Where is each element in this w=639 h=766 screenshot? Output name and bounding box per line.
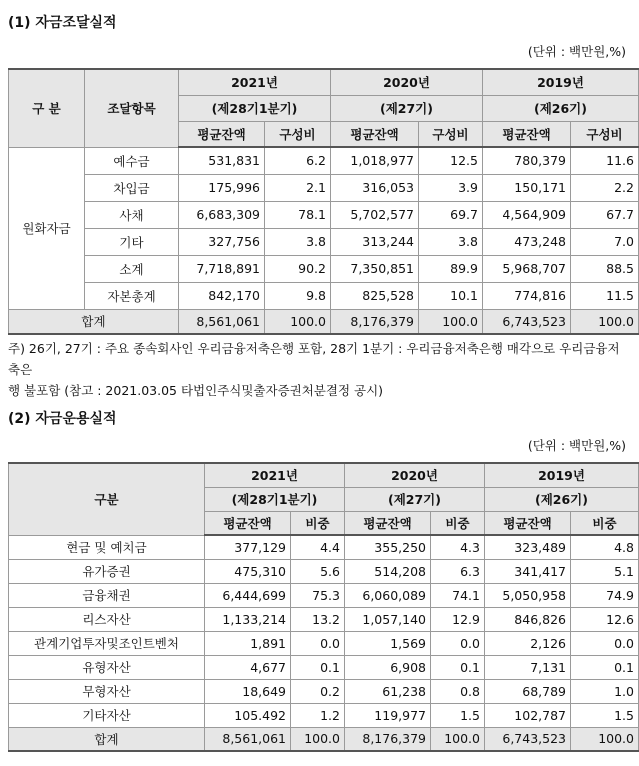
- cell-avg-2021: 1,891: [205, 631, 291, 655]
- cell-ratio-2021: 9.8: [265, 282, 331, 309]
- row-item: 기타: [85, 228, 179, 255]
- header-ratio: 비중: [431, 511, 485, 535]
- cell-ratio-2021: 5.6: [291, 559, 345, 583]
- cell-avg-2021: 8,561,061: [205, 727, 291, 751]
- cell-avg-2020: 61,238: [345, 679, 431, 703]
- cell-ratio-2021: 75.3: [291, 583, 345, 607]
- total-label: 합계: [9, 727, 205, 751]
- header-2019: 2019년: [485, 463, 639, 487]
- cell-avg-2019: 102,787: [485, 703, 571, 727]
- cell-ratio-2020: 1.5: [431, 703, 485, 727]
- table-row: [9, 228, 639, 255]
- header-2019-sub: (제26기): [483, 95, 639, 121]
- header-2020-sub: (제27기): [331, 95, 483, 121]
- cell-ratio-2021: 6.2: [265, 147, 331, 174]
- header-gubun: 구 분: [9, 69, 85, 147]
- table-row: [9, 174, 639, 201]
- cell-ratio-2021: 90.2: [265, 255, 331, 282]
- cell-avg-2020: 1,057,140: [345, 607, 431, 631]
- cell-ratio-2019: 0.0: [571, 631, 639, 655]
- cell-ratio-2021: 100.0: [291, 727, 345, 751]
- header-avg: 평균잔액: [483, 121, 571, 147]
- cell-ratio-2019: 74.9: [571, 583, 639, 607]
- cell-ratio-2020: 0.8: [431, 679, 485, 703]
- cell-avg-2021: 1,133,214: [205, 607, 291, 631]
- cell-ratio-2019: 4.8: [571, 535, 639, 559]
- cell-ratio-2020: 3.8: [419, 228, 483, 255]
- cell-avg-2021: 7,718,891: [179, 255, 265, 282]
- table-row: [9, 631, 639, 655]
- cell-avg-2020: 6,060,089: [345, 583, 431, 607]
- cell-avg-2019: 150,171: [483, 174, 571, 201]
- header-2021: 2021년: [205, 463, 345, 487]
- cell-avg-2021: 377,129: [205, 535, 291, 559]
- cell-avg-2020: 1,569: [345, 631, 431, 655]
- header-2021-sub: (제28기1분기): [205, 487, 345, 511]
- cell-avg-2019: 5,050,958: [485, 583, 571, 607]
- table-row: [9, 147, 639, 174]
- cell-avg-2021: 475,310: [205, 559, 291, 583]
- cell-ratio-2019: 100.0: [571, 727, 639, 751]
- cell-ratio-2019: 11.6: [571, 147, 639, 174]
- cell-avg-2020: 514,208: [345, 559, 431, 583]
- cell-ratio-2020: 100.0: [419, 309, 483, 334]
- header-avg: 평균잔액: [331, 121, 419, 147]
- header-ratio: 구성비: [419, 121, 483, 147]
- cell-ratio-2019: 100.0: [571, 309, 639, 334]
- header-2020-sub: (제27기): [345, 487, 485, 511]
- cell-avg-2021: 4,677: [205, 655, 291, 679]
- cell-avg-2021: 175,996: [179, 174, 265, 201]
- cell-avg-2019: 774,816: [483, 282, 571, 309]
- cell-avg-2021: 8,561,061: [179, 309, 265, 334]
- table-row: [9, 655, 639, 679]
- cell-ratio-2020: 69.7: [419, 201, 483, 228]
- header-item: 조달항목: [85, 69, 179, 147]
- section2-title: (2) 자금운용실적: [8, 411, 117, 427]
- total-row: [9, 727, 639, 751]
- header-avg: 평균잔액: [179, 121, 265, 147]
- header-avg: 평균잔액: [205, 511, 291, 535]
- cell-ratio-2020: 10.1: [419, 282, 483, 309]
- cell-ratio-2021: 100.0: [265, 309, 331, 334]
- cell-avg-2019: 2,126: [485, 631, 571, 655]
- table-row: [9, 255, 639, 282]
- cell-ratio-2020: 74.1: [431, 583, 485, 607]
- cell-avg-2020: 5,702,577: [331, 201, 419, 228]
- cell-avg-2021: 842,170: [179, 282, 265, 309]
- footnote: [8, 338, 628, 401]
- allocation-table: [8, 462, 639, 752]
- row-item: 무형자산: [9, 679, 205, 703]
- total-label: 합계: [9, 309, 179, 334]
- row-item: 리스자산: [9, 607, 205, 631]
- cell-avg-2019: 846,826: [485, 607, 571, 631]
- total-row: [9, 309, 639, 334]
- cell-ratio-2020: 4.3: [431, 535, 485, 559]
- cell-avg-2020: 1,018,977: [331, 147, 419, 174]
- cell-avg-2021: 105.492: [205, 703, 291, 727]
- section2-unit: (단위 : 백만원,%): [527, 438, 626, 453]
- table-row: [9, 679, 639, 703]
- cell-avg-2021: 327,756: [179, 228, 265, 255]
- header-2019-sub: (제26기): [485, 487, 639, 511]
- table-row: [9, 201, 639, 228]
- row-item: 기타자산: [9, 703, 205, 727]
- header-2021: 2021년: [179, 69, 331, 95]
- row-item: 소계: [85, 255, 179, 282]
- cell-avg-2019: 6,743,523: [485, 727, 571, 751]
- cell-ratio-2019: 0.1: [571, 655, 639, 679]
- header-2021-sub: (제28기1분기): [179, 95, 331, 121]
- row-item: 관계기업투자및조인트벤처: [9, 631, 205, 655]
- row-item: 현금 및 예치금: [9, 535, 205, 559]
- row-item: 금융채권: [9, 583, 205, 607]
- cell-avg-2019: 68,789: [485, 679, 571, 703]
- cell-ratio-2021: 2.1: [265, 174, 331, 201]
- cell-ratio-2019: 67.7: [571, 201, 639, 228]
- cell-avg-2020: 316,053: [331, 174, 419, 201]
- cell-ratio-2021: 78.1: [265, 201, 331, 228]
- cell-avg-2019: 4,564,909: [483, 201, 571, 228]
- table-row: [9, 559, 639, 583]
- table-row: [9, 607, 639, 631]
- cell-avg-2020: 119,977: [345, 703, 431, 727]
- cell-ratio-2019: 12.6: [571, 607, 639, 631]
- cell-avg-2020: 825,528: [331, 282, 419, 309]
- cell-avg-2019: 323,489: [485, 535, 571, 559]
- header-2020: 2020년: [331, 69, 483, 95]
- row-item: 유가증권: [9, 559, 205, 583]
- header-ratio: 구성비: [265, 121, 331, 147]
- cell-avg-2020: 8,176,379: [345, 727, 431, 751]
- cell-avg-2021: 6,683,309: [179, 201, 265, 228]
- row-item: 유형자산: [9, 655, 205, 679]
- group-label: 원화자금: [9, 147, 85, 309]
- table-row: [9, 583, 639, 607]
- cell-avg-2020: 8,176,379: [331, 309, 419, 334]
- table-row: [9, 282, 639, 309]
- cell-ratio-2021: 4.4: [291, 535, 345, 559]
- cell-ratio-2020: 100.0: [431, 727, 485, 751]
- row-item: 차입금: [85, 174, 179, 201]
- cell-ratio-2020: 12.9: [431, 607, 485, 631]
- cell-ratio-2019: 5.1: [571, 559, 639, 583]
- cell-avg-2019: 5,968,707: [483, 255, 571, 282]
- cell-ratio-2021: 0.1: [291, 655, 345, 679]
- table-row: [9, 703, 639, 727]
- cell-avg-2020: 355,250: [345, 535, 431, 559]
- section1-unit: (단위 : 백만원,%): [527, 44, 626, 59]
- cell-ratio-2020: 6.3: [431, 559, 485, 583]
- cell-avg-2019: 341,417: [485, 559, 571, 583]
- cell-avg-2019: 473,248: [483, 228, 571, 255]
- header-ratio: 비중: [571, 511, 639, 535]
- header-avg: 평균잔액: [345, 511, 431, 535]
- cell-ratio-2021: 0.0: [291, 631, 345, 655]
- section1-title: (1) 자금조달실적: [8, 15, 117, 31]
- cell-avg-2019: 780,379: [483, 147, 571, 174]
- header-2019: 2019년: [483, 69, 639, 95]
- cell-avg-2019: 7,131: [485, 655, 571, 679]
- header-2020: 2020년: [345, 463, 485, 487]
- cell-avg-2020: 6,908: [345, 655, 431, 679]
- cell-ratio-2020: 89.9: [419, 255, 483, 282]
- header-ratio: 구성비: [571, 121, 639, 147]
- row-item: 예수금: [85, 147, 179, 174]
- cell-avg-2021: 6,444,699: [205, 583, 291, 607]
- cell-ratio-2021: 0.2: [291, 679, 345, 703]
- footnote-line: 행 불포함 (참고 : 2021.03.05 타법인주식및출자증권처분결정 공시): [8, 383, 384, 398]
- row-item: 사채: [85, 201, 179, 228]
- cell-ratio-2020: 0.0: [431, 631, 485, 655]
- cell-ratio-2021: 3.8: [265, 228, 331, 255]
- header-avg: 평균잔액: [485, 511, 571, 535]
- cell-avg-2020: 7,350,851: [331, 255, 419, 282]
- cell-ratio-2019: 88.5: [571, 255, 639, 282]
- cell-ratio-2020: 3.9: [419, 174, 483, 201]
- table-row: [9, 535, 639, 559]
- funding-table: [8, 68, 639, 335]
- cell-ratio-2019: 2.2: [571, 174, 639, 201]
- cell-ratio-2021: 1.2: [291, 703, 345, 727]
- cell-avg-2019: 6,743,523: [483, 309, 571, 334]
- header-gubun: 구분: [9, 463, 205, 535]
- header-ratio: 비중: [291, 511, 345, 535]
- cell-ratio-2020: 12.5: [419, 147, 483, 174]
- cell-avg-2021: 531,831: [179, 147, 265, 174]
- cell-ratio-2019: 1.0: [571, 679, 639, 703]
- row-item: 자본총계: [85, 282, 179, 309]
- cell-ratio-2020: 0.1: [431, 655, 485, 679]
- cell-avg-2020: 313,244: [331, 228, 419, 255]
- cell-ratio-2019: 11.5: [571, 282, 639, 309]
- cell-ratio-2019: 7.0: [571, 228, 639, 255]
- cell-avg-2021: 18,649: [205, 679, 291, 703]
- footnote-line: 주) 26기, 27기 : 주요 종속회사인 우리금융저축은행 포함, 28기 1분기 : 우리금융저축은행 매각으로 우리금융저축은: [8, 341, 620, 377]
- cell-ratio-2021: 13.2: [291, 607, 345, 631]
- cell-ratio-2019: 1.5: [571, 703, 639, 727]
